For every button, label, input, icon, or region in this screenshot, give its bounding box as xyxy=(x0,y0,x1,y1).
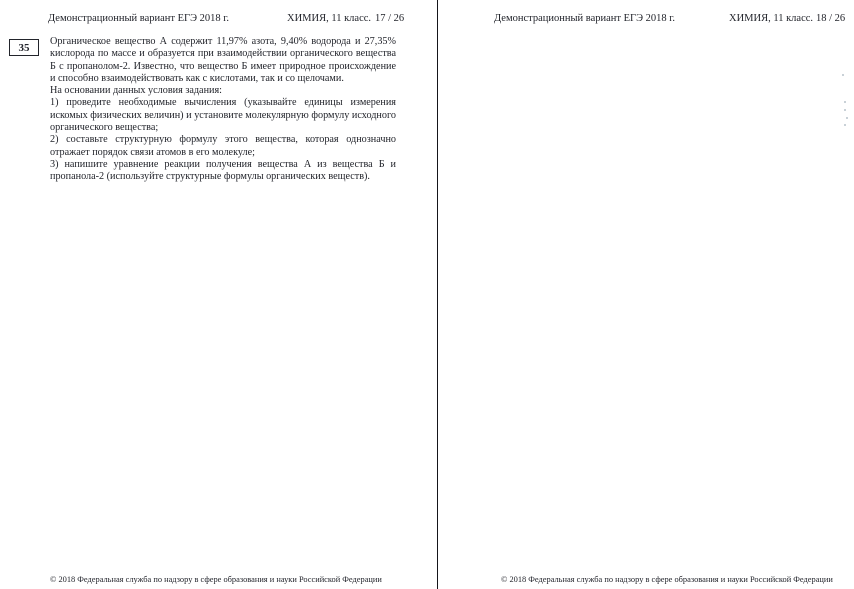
page-header-subject: ХИМИЯ, 11 класс. xyxy=(729,13,814,24)
page-header-subject: ХИМИЯ, 11 класс. xyxy=(287,13,372,24)
task-number-box xyxy=(9,39,39,56)
task-paragraph-item-1: 1) проведите необходимые вычисления (указывайте единицы измерения искомых физических величин) и установите молекулярную формулу исходного органического вещества; xyxy=(50,97,396,134)
task-paragraph-intro: На основании данных условия задания: xyxy=(50,85,222,97)
scan-edge-artifact xyxy=(844,101,846,103)
scan-edge-artifact xyxy=(844,124,846,126)
page-header-title: Демонстрационный вариант ЕГЭ 2018 г. xyxy=(494,13,676,24)
scan-edge-artifact xyxy=(846,117,848,119)
task-text-block xyxy=(50,36,396,184)
task-number: 35 xyxy=(18,41,30,54)
task-paragraph-item-3: 3) напишите уравнение реакции получения вещества А из вещества Б и пропанола-2 (используйте структурные формулы органических веществ). xyxy=(50,158,396,183)
page-header-title: Демонстрационный вариант ЕГЭ 2018 г. xyxy=(48,13,230,24)
task-paragraph-condition: Органическое вещество А содержит 11,97% азота, 9,40% водорода и 27,35% кислорода по массе и образуется при взаимодействии органического вещества Б с пропанолом-2. Известно, что вещество Б имеет природное происхождение и способно взаимодействовать как с кислотами, так и со щелочами. xyxy=(50,36,396,84)
page-footer-copyright: © 2018 Федеральная служба по надзору в сфере образования и науки Российской Федерации xyxy=(50,575,382,584)
scan-edge-artifact xyxy=(844,109,846,111)
page-header-page-number: 18 / 26 xyxy=(816,13,846,24)
page-18 xyxy=(437,0,854,589)
page-footer-copyright: © 2018 Федеральная служба по надзору в сфере образования и науки Российской Федерации xyxy=(501,575,833,584)
task-paragraph-item-2: 2) составьте структурную формулу этого вещества, которая однозначно отражает порядок связи атомов в его молекуле; xyxy=(50,134,396,158)
scan-edge-artifact xyxy=(842,74,844,76)
page-header-page-number: 17 / 26 xyxy=(375,13,405,24)
